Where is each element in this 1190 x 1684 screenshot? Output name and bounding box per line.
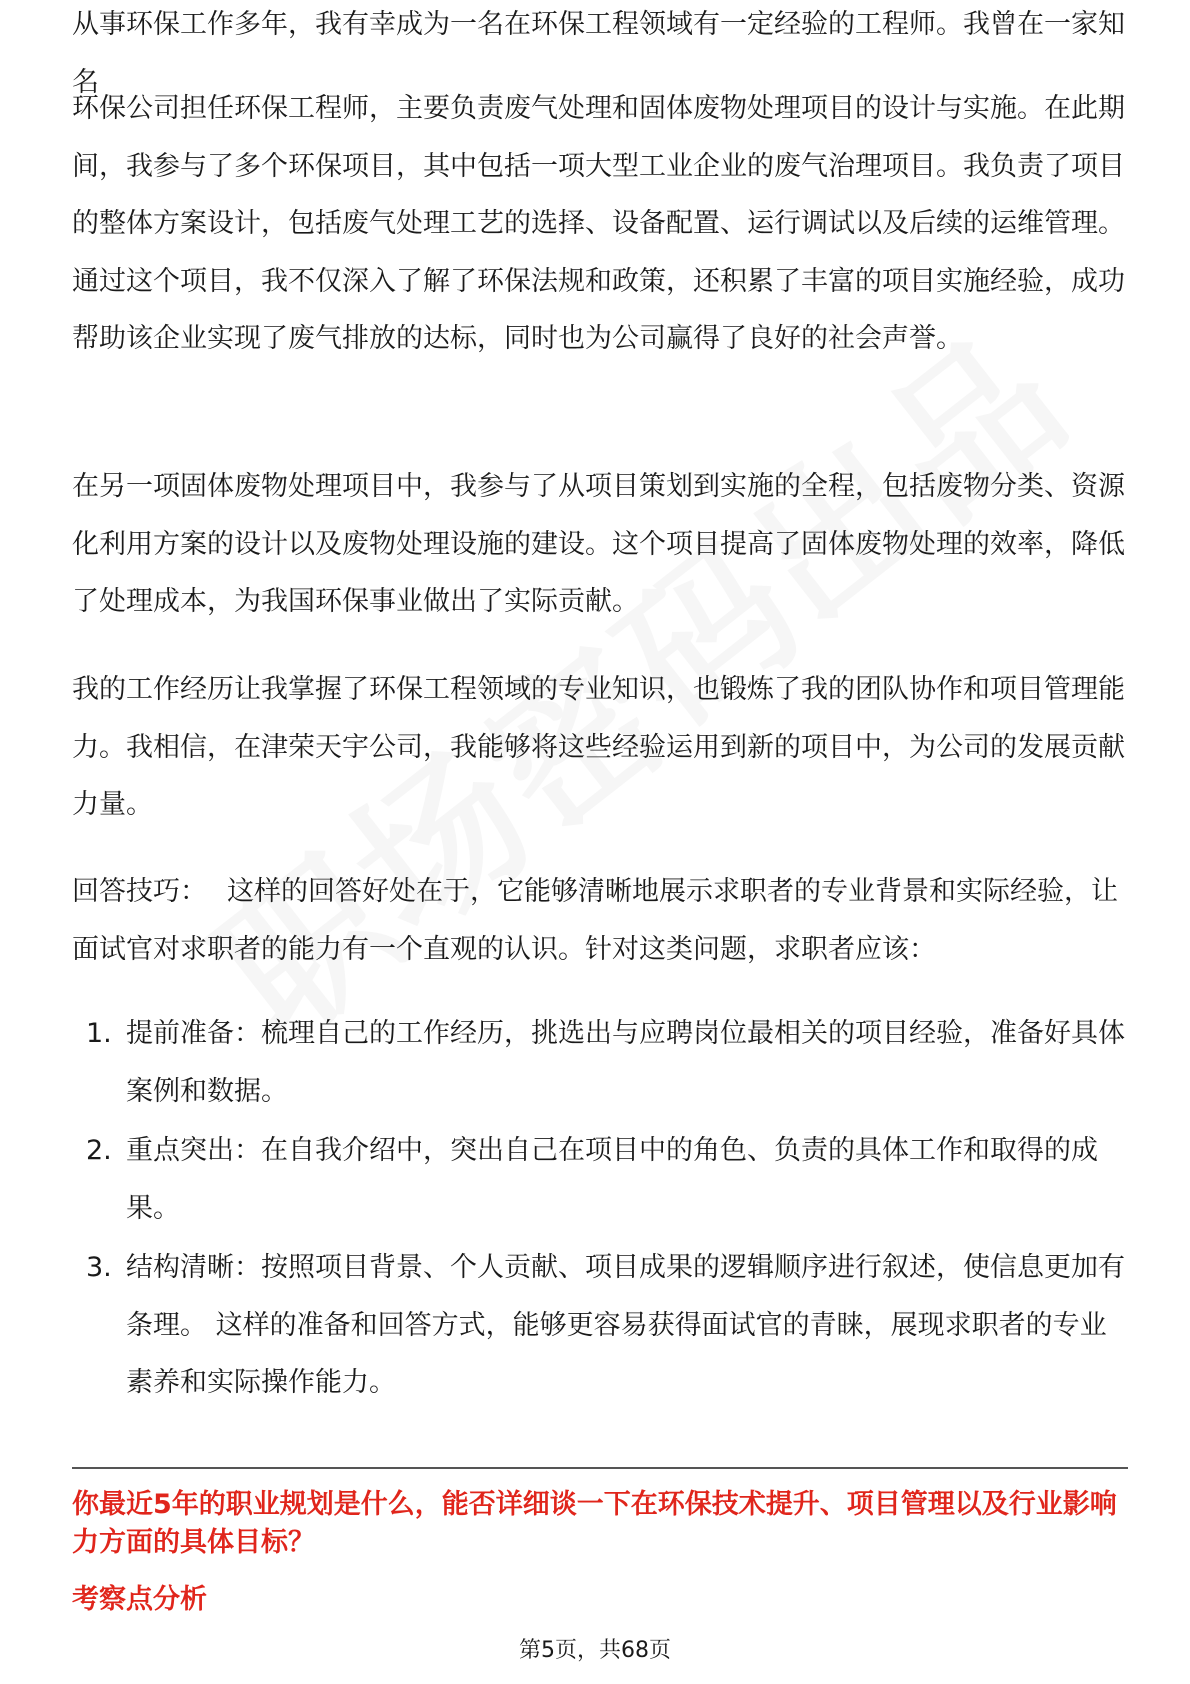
list-item: [72, 1005, 1128, 1120]
list-item-number: 1.: [86, 1018, 112, 1049]
list-item-number: 3.: [86, 1252, 112, 1283]
cut-off-top-line: [72, 9, 1128, 98]
list-item-text: 重点突出：在自我介绍中，突出自己在项目中的角色、负责的具体工作和取得的成果。: [126, 1135, 1098, 1224]
paragraph-skills-summary: 我的工作经历让我掌握了环保工程领域的专业知识，也锻炼了我的团队协作和项目管理能力。我相信，在津荣天宇公司，我能够将这些经验运用到新的项目中，为公司的发展贡献力量。: [72, 674, 1125, 820]
list-item-text: 结构清晰：按照项目背景、个人贡献、项目成果的逻辑顺序进行叙述，使信息更加有条理。 这样的准备和回答方式，能够更容易获得面试官的青睐，展现求职者的专业素养和实际操作能力。: [126, 1252, 1125, 1398]
answer-tips-paragraph: [72, 863, 1128, 978]
answer-tips-label: 回答技巧：: [72, 876, 207, 907]
list-item-text: 提前准备：梳理自己的工作经历，挑选出与应聘岗位最相关的项目经验，准备好具体案例和数据。: [126, 1018, 1125, 1107]
paragraph-solid-waste-project: 在另一项固体废物处理项目中，我参与了从项目策划到实施的全程，包括废物分类、资源化利用方案的设计以及废物处理设施的建设。这个项目提高了固体废物处理的效率，降低了处理成本，为我国环保事业做出了实际贡献。: [72, 471, 1125, 617]
list-item: [72, 1239, 1128, 1412]
next-question-heading: 你最近5年的职业规划是什么，能否详细谈一下在环保技术提升、项目管理以及行业影响力方面的具体目标？: [72, 1489, 1117, 1558]
cut-off-top-line-text: 从事环保工作多年，我有幸成为一名在环保工程领域有一定经验的工程师。我曾在一家知名: [72, 9, 1125, 98]
section-divider: [72, 1467, 1128, 1469]
answer-tips-text: 这样的回答好处在于，它能够清晰地展示求职者的专业背景和实际经验，让面试官对求职者的能力有一个直观的认识。针对这类问题，求职者应该：: [72, 876, 1118, 965]
page-number-footer: 第5页，共68页: [519, 1638, 671, 1663]
analysis-heading: 考察点分析: [72, 1584, 207, 1615]
paragraph-work-experience: 环保公司担任环保工程师，主要负责废气处理和固体废物处理项目的设计与实施。在此期间，我参与了多个环保项目，其中包括一项大型工业企业的废气治理项目。我负责了项目的整体方案设计，包括废气处理工艺的选择、设备配置、运行调试以及后续的运维管理。通过这个项目，我不仅深入了解了环保法规和政策，还积累了丰富的项目实施经验，成功帮助该企业实现了废气排放的达标，同时也为公司赢得了良好的社会声誉。: [72, 93, 1125, 354]
list-item: [72, 1122, 1128, 1237]
list-item-number: 2.: [86, 1135, 112, 1166]
tips-list: [72, 1005, 1128, 1412]
